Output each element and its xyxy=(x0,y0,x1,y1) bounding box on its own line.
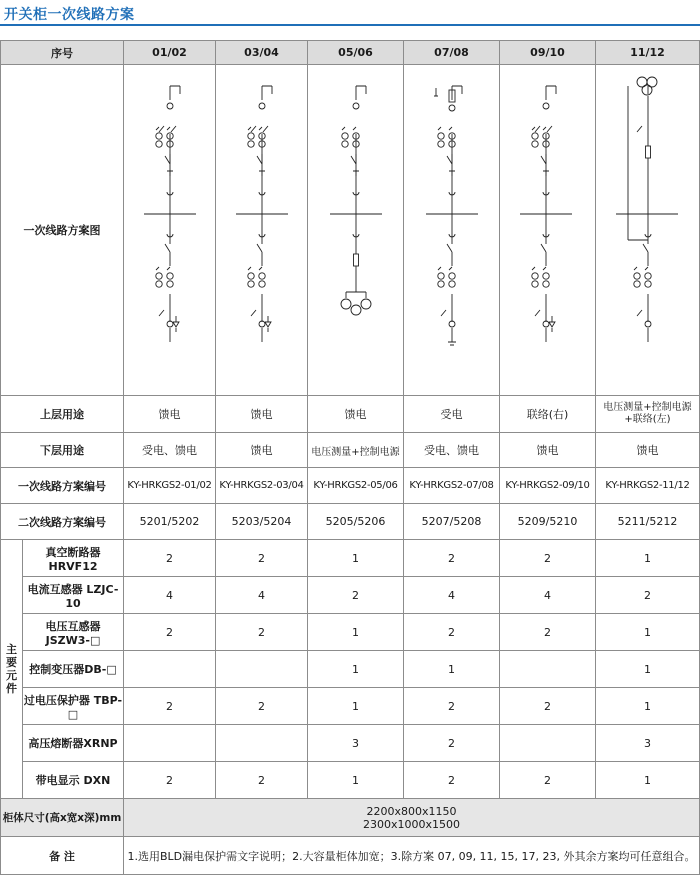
remarks-text: 1.选用BLD漏电保护需文字说明；2.大容量柜体加宽；3.除方案 07, 09, 11, 15, 17, 23, 外其余方案均可任意组合。 xyxy=(124,837,700,875)
component-qty: 4 xyxy=(500,577,596,614)
component-qty xyxy=(500,725,596,762)
component-qty: 2 xyxy=(404,540,500,577)
primary-code-value: KY-HRKGS2-09/10 xyxy=(500,468,596,504)
col-header: 01/02 xyxy=(124,41,216,65)
components-group-label: 主要元件 xyxy=(1,540,23,799)
component-qty: 1 xyxy=(596,762,700,799)
primary-code-value: KY-HRKGS2-05/06 xyxy=(308,468,404,504)
secondary-code-value: 5209/5210 xyxy=(500,504,596,540)
component-qty xyxy=(216,725,308,762)
component-qty: 1 xyxy=(404,651,500,688)
dimensions-line-1: 2200x800x1150 xyxy=(366,804,457,818)
lower-use-label: 下层用途 xyxy=(1,433,124,468)
header-row xyxy=(1,41,700,65)
circuit-diagram-03-04 xyxy=(216,65,308,396)
diagram-row xyxy=(1,65,700,396)
component-qty: 1 xyxy=(596,651,700,688)
secondary-code-value: 5203/5204 xyxy=(216,504,308,540)
component-qty: 2 xyxy=(216,614,308,651)
upper-use-value: 受电 xyxy=(404,396,500,433)
col-header: 03/04 xyxy=(216,41,308,65)
secondary-code-value: 5207/5208 xyxy=(404,504,500,540)
component-name: 过电压保护器 TBP-□ xyxy=(23,688,124,725)
component-qty: 1 xyxy=(596,540,700,577)
upper-use-value: 馈电 xyxy=(216,396,308,433)
component-name: 高压熔断器XRNP xyxy=(23,725,124,762)
lower-use-value: 馈电 xyxy=(500,433,596,468)
component-qty: 1 xyxy=(596,688,700,725)
component-qty: 2 xyxy=(124,762,216,799)
component-qty: 3 xyxy=(308,725,404,762)
component-qty xyxy=(216,651,308,688)
component-qty: 4 xyxy=(124,577,216,614)
upper-use-value: 电压测量+控制电源+联络(左) xyxy=(596,396,700,433)
col-header: 09/10 xyxy=(500,41,596,65)
component-qty: 1 xyxy=(308,762,404,799)
component-qty: 1 xyxy=(308,651,404,688)
component-qty: 2 xyxy=(216,762,308,799)
dimensions-row xyxy=(1,799,700,837)
component-qty: 3 xyxy=(596,725,700,762)
secondary-code-value: 5201/5202 xyxy=(124,504,216,540)
component-name: 带电显示 DXN xyxy=(23,762,124,799)
circuit-diagram-01-02 xyxy=(124,65,216,396)
upper-use-value: 馈电 xyxy=(308,396,404,433)
component-name: 控制变压器DB-□ xyxy=(23,651,124,688)
component-qty xyxy=(124,725,216,762)
upper-use-label: 上层用途 xyxy=(1,396,124,433)
component-qty: 2 xyxy=(500,614,596,651)
component-name: 电流互感器 LZJC-10 xyxy=(23,577,124,614)
component-qty: 4 xyxy=(404,577,500,614)
lower-use-value: 受电、馈电 xyxy=(404,433,500,468)
component-row xyxy=(1,762,700,799)
component-qty: 1 xyxy=(308,540,404,577)
component-qty: 2 xyxy=(596,577,700,614)
component-qty xyxy=(500,651,596,688)
dimensions-line-2: 2300x1000x1500 xyxy=(362,817,460,831)
component-qty: 2 xyxy=(500,688,596,725)
component-qty: 1 xyxy=(308,688,404,725)
component-qty: 2 xyxy=(404,762,500,799)
component-qty: 2 xyxy=(404,614,500,651)
dimensions-value xyxy=(124,799,700,837)
diagram-label: 一次线路方案图 xyxy=(1,65,124,396)
secondary-code-value: 5211/5212 xyxy=(596,504,700,540)
component-row xyxy=(1,651,700,688)
component-qty: 2 xyxy=(124,614,216,651)
component-name: 电压互感器 JSZW3-□ xyxy=(23,614,124,651)
component-qty: 2 xyxy=(216,540,308,577)
upper-use-value: 联络(右) xyxy=(500,396,596,433)
col-header: 05/06 xyxy=(308,41,404,65)
upper-use-value: 馈电 xyxy=(124,396,216,433)
remarks-row xyxy=(1,837,700,875)
component-name: 真空断路器 HRVF12 xyxy=(23,540,124,577)
scheme-table xyxy=(0,40,700,875)
component-qty: 1 xyxy=(596,614,700,651)
lower-use-value: 受电、馈电 xyxy=(124,433,216,468)
component-row xyxy=(1,577,700,614)
primary-code-value: KY-HRKGS2-11/12 xyxy=(596,468,700,504)
primary-code-row xyxy=(1,468,700,504)
primary-code-value: KY-HRKGS2-07/08 xyxy=(404,468,500,504)
col-header: 07/08 xyxy=(404,41,500,65)
lower-use-value: 馈电 xyxy=(596,433,700,468)
component-qty: 2 xyxy=(124,540,216,577)
component-qty: 2 xyxy=(500,540,596,577)
upper-use-row xyxy=(1,396,700,433)
component-row xyxy=(1,614,700,651)
title-divider xyxy=(0,24,700,26)
circuit-diagram-09-10 xyxy=(500,65,596,396)
circuit-diagram-05-06 xyxy=(308,65,404,396)
component-row xyxy=(1,725,700,762)
component-qty: 4 xyxy=(216,577,308,614)
component-qty: 1 xyxy=(308,614,404,651)
component-qty: 2 xyxy=(404,688,500,725)
primary-code-value: KY-HRKGS2-03/04 xyxy=(216,468,308,504)
secondary-code-value: 5205/5206 xyxy=(308,504,404,540)
component-qty xyxy=(124,651,216,688)
component-qty: 2 xyxy=(308,577,404,614)
primary-code-value: KY-HRKGS2-01/02 xyxy=(124,468,216,504)
component-row xyxy=(1,688,700,725)
component-qty: 2 xyxy=(216,688,308,725)
page-title: 开关柜一次线路方案 xyxy=(4,7,135,23)
component-qty: 2 xyxy=(124,688,216,725)
primary-code-label: 一次线路方案编号 xyxy=(1,468,124,504)
remarks-label: 备 注 xyxy=(1,837,124,875)
component-qty: 2 xyxy=(500,762,596,799)
lower-use-value: 电压测量+控制电源 xyxy=(308,433,404,468)
dimensions-label: 柜体尺寸(高x宽x深)mm xyxy=(1,799,124,837)
circuit-diagram-07-08 xyxy=(404,65,500,396)
component-qty: 2 xyxy=(404,725,500,762)
seq-label: 序号 xyxy=(1,41,124,65)
col-header: 11/12 xyxy=(596,41,700,65)
secondary-code-row xyxy=(1,504,700,540)
lower-use-value: 馈电 xyxy=(216,433,308,468)
component-row xyxy=(1,540,700,577)
lower-use-row xyxy=(1,433,700,468)
secondary-code-label: 二次线路方案编号 xyxy=(1,504,124,540)
circuit-diagram-11-12 xyxy=(596,65,700,396)
